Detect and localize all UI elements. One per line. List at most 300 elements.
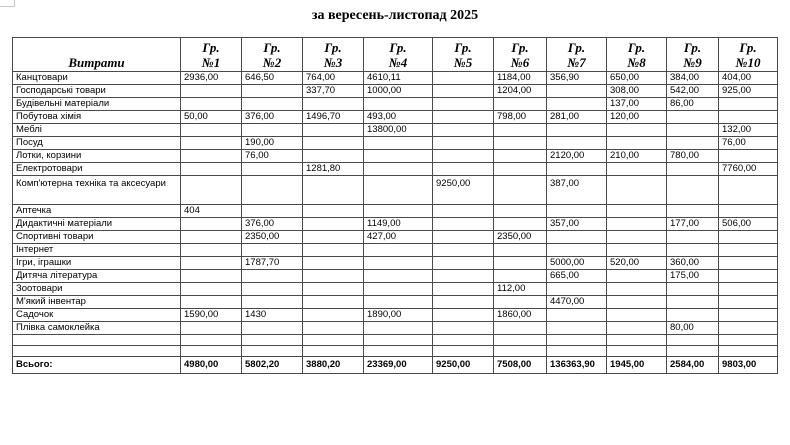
amount-cell: [494, 346, 547, 357]
group-column-header: [303, 38, 364, 72]
expense-category-cell: Господарські товари: [13, 85, 181, 98]
amount-cell: [181, 231, 242, 244]
group-header-number: №3: [323, 55, 343, 70]
amount-cell: [547, 244, 607, 257]
total-amount-cell: 7508,00: [494, 357, 547, 374]
amount-cell: [667, 335, 719, 346]
amount-cell: 13800,00: [364, 124, 433, 137]
amount-cell: [433, 72, 494, 85]
amount-cell: [242, 322, 303, 335]
expense-category-cell: Дитяча література: [13, 270, 181, 283]
total-amount-cell: 1945,00: [607, 357, 667, 374]
amount-cell: [181, 98, 242, 111]
amount-cell: [607, 231, 667, 244]
expense-category-cell: Комп'ютерна техніка та аксесуари: [13, 176, 181, 205]
amount-cell: [494, 124, 547, 137]
group-column-header: [494, 38, 547, 72]
amount-cell: [667, 205, 719, 218]
amount-cell: [364, 150, 433, 163]
amount-cell: 210,00: [607, 150, 667, 163]
table-row: [13, 150, 778, 163]
amount-cell: [494, 137, 547, 150]
amount-cell: [547, 309, 607, 322]
amount-cell: [719, 257, 778, 270]
amount-cell: [667, 137, 719, 150]
amount-cell: [181, 218, 242, 231]
amount-cell: 1204,00: [494, 85, 547, 98]
amount-cell: [547, 163, 607, 176]
amount-cell: [433, 137, 494, 150]
amount-cell: [667, 296, 719, 309]
expense-category-cell: М'який інвентар: [13, 296, 181, 309]
amount-cell: [242, 205, 303, 218]
table-row: [13, 270, 778, 283]
amount-cell: [242, 85, 303, 98]
group-header-number: №9: [683, 55, 702, 70]
amount-cell: [242, 283, 303, 296]
amount-cell: [364, 244, 433, 257]
amount-cell: [667, 163, 719, 176]
amount-cell: [181, 176, 242, 205]
amount-cell: 175,00: [667, 270, 719, 283]
amount-cell: [607, 322, 667, 335]
amount-cell: 646,50: [242, 72, 303, 85]
total-amount-cell: 23369,00: [364, 357, 433, 374]
amount-cell: [433, 309, 494, 322]
amount-cell: [667, 231, 719, 244]
amount-cell: [303, 309, 364, 322]
total-amount-cell: 4980,00: [181, 357, 242, 374]
group-header-label: Гр.: [739, 40, 757, 55]
amount-cell: 137,00: [607, 98, 667, 111]
amount-cell: [719, 111, 778, 124]
group-header-number: №2: [262, 55, 282, 70]
amount-cell: 387,00: [547, 176, 607, 205]
amount-cell: [719, 150, 778, 163]
table-row: [13, 72, 778, 85]
expense-category-cell: Спортивні товари: [13, 231, 181, 244]
amount-cell: [364, 335, 433, 346]
expenses-table: [12, 37, 778, 374]
amount-cell: [364, 205, 433, 218]
amount-cell: [303, 346, 364, 357]
amount-cell: [364, 296, 433, 309]
group-column-header: [547, 38, 607, 72]
table-row: [13, 231, 778, 244]
amount-cell: [364, 163, 433, 176]
amount-cell: 650,00: [607, 72, 667, 85]
amount-cell: 925,00: [719, 85, 778, 98]
amount-cell: [303, 231, 364, 244]
expense-category-cell: Меблі: [13, 124, 181, 137]
amount-cell: 7760,00: [719, 163, 778, 176]
amount-cell: [181, 137, 242, 150]
total-amount-cell: 5802,20: [242, 357, 303, 374]
table-row: [13, 85, 778, 98]
amount-cell: [181, 283, 242, 296]
amount-cell: [494, 257, 547, 270]
amount-cell: [667, 309, 719, 322]
amount-cell: 1149,00: [364, 218, 433, 231]
amount-cell: [242, 296, 303, 309]
amount-cell: [719, 205, 778, 218]
amount-cell: [303, 205, 364, 218]
group-header-label: Гр.: [567, 40, 586, 55]
amount-cell: 404: [181, 205, 242, 218]
amount-cell: [181, 335, 242, 346]
group-header-label: Гр.: [683, 40, 702, 55]
table-row: [13, 244, 778, 257]
amount-cell: [303, 270, 364, 283]
group-header-number: №8: [627, 55, 646, 70]
amount-cell: 4470,00: [547, 296, 607, 309]
amount-cell: [494, 150, 547, 163]
amount-cell: [303, 335, 364, 346]
amount-cell: [607, 270, 667, 283]
expense-category-cell: Побутова хімія: [13, 111, 181, 124]
category-column-header: Витрати: [13, 38, 181, 72]
amount-cell: [242, 244, 303, 257]
amount-cell: 2936,00: [181, 72, 242, 85]
group-header-number: №1: [201, 55, 221, 70]
amount-cell: 493,00: [364, 111, 433, 124]
amount-cell: [607, 137, 667, 150]
expense-category-cell: Будівельні матеріали: [13, 98, 181, 111]
amount-cell: 177,00: [667, 218, 719, 231]
group-header-number: №10: [735, 55, 761, 70]
group-column-header: [433, 38, 494, 72]
amount-cell: [719, 309, 778, 322]
amount-cell: [433, 85, 494, 98]
amount-cell: [547, 335, 607, 346]
amount-cell: 1496,70: [303, 111, 364, 124]
amount-cell: [547, 346, 607, 357]
table-row: [13, 309, 778, 322]
group-header-label: Гр.: [511, 40, 529, 55]
amount-cell: [242, 270, 303, 283]
group-column-header: [364, 38, 433, 72]
amount-cell: [494, 218, 547, 231]
amount-cell: [242, 176, 303, 205]
amount-cell: [719, 270, 778, 283]
group-header-label: Гр.: [627, 40, 646, 55]
group-column-header: [181, 38, 242, 72]
amount-cell: 357,00: [547, 218, 607, 231]
amount-cell: 50,00: [181, 111, 242, 124]
amount-cell: [303, 296, 364, 309]
expense-category-cell: [13, 335, 181, 346]
group-header-label: Гр.: [202, 40, 220, 55]
expense-category-cell: Канцтовари: [13, 72, 181, 85]
amount-cell: [433, 124, 494, 137]
amount-cell: [607, 309, 667, 322]
amount-cell: 132,00: [719, 124, 778, 137]
amount-cell: 9250,00: [433, 176, 494, 205]
table-row: [13, 124, 778, 137]
amount-cell: 1000,00: [364, 85, 433, 98]
table-row: [13, 296, 778, 309]
amount-cell: [303, 257, 364, 270]
amount-cell: [494, 98, 547, 111]
group-header-number: №4: [388, 55, 408, 70]
amount-cell: [303, 137, 364, 150]
amount-cell: [719, 322, 778, 335]
expense-category-cell: Лотки, корзини: [13, 150, 181, 163]
amount-cell: [607, 346, 667, 357]
amount-cell: [364, 98, 433, 111]
amount-cell: 1184,00: [494, 72, 547, 85]
amount-cell: 1860,00: [494, 309, 547, 322]
amount-cell: [494, 244, 547, 257]
amount-cell: [433, 296, 494, 309]
amount-cell: 80,00: [667, 322, 719, 335]
amount-cell: [433, 98, 494, 111]
amount-cell: [607, 163, 667, 176]
amount-cell: 4610,11: [364, 72, 433, 85]
amount-cell: 1890,00: [364, 309, 433, 322]
amount-cell: [494, 270, 547, 283]
table-row: [13, 346, 778, 357]
amount-cell: 520,00: [607, 257, 667, 270]
amount-cell: [364, 283, 433, 296]
amount-cell: [607, 244, 667, 257]
group-header-label: Гр.: [454, 40, 472, 55]
amount-cell: [667, 111, 719, 124]
amount-cell: 356,90: [547, 72, 607, 85]
table-row: [13, 335, 778, 346]
amount-cell: [607, 296, 667, 309]
group-header-label: Гр.: [389, 40, 407, 55]
group-header-label: Гр.: [324, 40, 342, 55]
amount-cell: [667, 244, 719, 257]
table-row: [13, 322, 778, 335]
total-amount-cell: 3880,20: [303, 357, 364, 374]
amount-cell: [364, 137, 433, 150]
amount-cell: [433, 283, 494, 296]
amount-cell: [607, 218, 667, 231]
table-body: [13, 72, 778, 374]
amount-cell: [242, 346, 303, 357]
total-label: Всього:: [13, 357, 181, 374]
amount-cell: [547, 205, 607, 218]
group-header-number: №6: [510, 55, 530, 70]
amount-cell: [303, 124, 364, 137]
table-row: [13, 218, 778, 231]
amount-cell: [433, 346, 494, 357]
amount-cell: [667, 124, 719, 137]
amount-cell: 281,00: [547, 111, 607, 124]
expense-category-cell: Садочок: [13, 309, 181, 322]
amount-cell: 2350,00: [242, 231, 303, 244]
amount-cell: [303, 176, 364, 205]
amount-cell: 2120,00: [547, 150, 607, 163]
expense-category-cell: Посуд: [13, 137, 181, 150]
amount-cell: 337,70: [303, 85, 364, 98]
amount-cell: 798,00: [494, 111, 547, 124]
total-amount-cell: 9803,00: [719, 357, 778, 374]
amount-cell: 506,00: [719, 218, 778, 231]
expense-category-cell: Електротовари: [13, 163, 181, 176]
amount-cell: 76,00: [719, 137, 778, 150]
amount-cell: [494, 176, 547, 205]
amount-cell: [303, 218, 364, 231]
amount-cell: [433, 150, 494, 163]
amount-cell: 1590,00: [181, 309, 242, 322]
amount-cell: [494, 335, 547, 346]
amount-cell: [667, 283, 719, 296]
amount-cell: [181, 322, 242, 335]
amount-cell: [719, 283, 778, 296]
amount-cell: [242, 98, 303, 111]
expense-category-cell: Плівка самоклейка: [13, 322, 181, 335]
amount-cell: [303, 283, 364, 296]
amount-cell: [242, 335, 303, 346]
amount-cell: [181, 150, 242, 163]
group-header-label: Гр.: [263, 40, 281, 55]
group-header-number: №7: [567, 55, 586, 70]
amount-cell: [719, 244, 778, 257]
amount-cell: 376,00: [242, 111, 303, 124]
amount-cell: [719, 231, 778, 244]
amount-cell: [181, 270, 242, 283]
total-row: [13, 357, 778, 374]
amount-cell: [719, 335, 778, 346]
table-row: [13, 176, 778, 205]
amount-cell: 665,00: [547, 270, 607, 283]
amount-cell: [719, 98, 778, 111]
table-row: [13, 111, 778, 124]
amount-cell: [364, 346, 433, 357]
amount-cell: [433, 244, 494, 257]
amount-cell: [719, 346, 778, 357]
table-row: [13, 98, 778, 111]
amount-cell: [547, 85, 607, 98]
amount-cell: [607, 283, 667, 296]
table-header-row: [13, 38, 778, 72]
page-corner-mark: [0, 0, 15, 7]
amount-cell: [433, 257, 494, 270]
report-title: за вересень-листопад 2025: [311, 8, 479, 23]
amount-cell: [433, 335, 494, 346]
amount-cell: 427,00: [364, 231, 433, 244]
group-header-number: №5: [453, 55, 473, 70]
amount-cell: [181, 244, 242, 257]
table-row: [13, 163, 778, 176]
amount-cell: [607, 124, 667, 137]
amount-cell: [364, 322, 433, 335]
group-column-header: [607, 38, 667, 72]
table-row: [13, 257, 778, 270]
amount-cell: [181, 346, 242, 357]
amount-cell: [607, 205, 667, 218]
amount-cell: 86,00: [667, 98, 719, 111]
expense-category-cell: Дидактичні матеріали: [13, 218, 181, 231]
amount-cell: [303, 150, 364, 163]
group-column-header: [667, 38, 719, 72]
amount-cell: [719, 296, 778, 309]
amount-cell: 5000,00: [547, 257, 607, 270]
amount-cell: [433, 270, 494, 283]
table-row: [13, 205, 778, 218]
amount-cell: [433, 163, 494, 176]
table-row: [13, 283, 778, 296]
amount-cell: 190,00: [242, 137, 303, 150]
amount-cell: [242, 163, 303, 176]
amount-cell: [303, 244, 364, 257]
amount-cell: [719, 176, 778, 205]
amount-cell: [547, 322, 607, 335]
amount-cell: [303, 98, 364, 111]
amount-cell: [433, 218, 494, 231]
total-amount-cell: 2584,00: [667, 357, 719, 374]
amount-cell: 76,00: [242, 150, 303, 163]
amount-cell: 1281,80: [303, 163, 364, 176]
expense-category-cell: [13, 346, 181, 357]
amount-cell: [181, 163, 242, 176]
amount-cell: 542,00: [667, 85, 719, 98]
expense-category-cell: Зоотовари: [13, 283, 181, 296]
amount-cell: [547, 231, 607, 244]
total-amount-cell: 9250,00: [433, 357, 494, 374]
amount-cell: 120,00: [607, 111, 667, 124]
amount-cell: [303, 322, 364, 335]
amount-cell: [181, 257, 242, 270]
amount-cell: [364, 270, 433, 283]
amount-cell: [433, 111, 494, 124]
amount-cell: [667, 346, 719, 357]
amount-cell: [547, 137, 607, 150]
amount-cell: [494, 296, 547, 309]
amount-cell: 780,00: [667, 150, 719, 163]
amount-cell: [494, 205, 547, 218]
amount-cell: 764,00: [303, 72, 364, 85]
amount-cell: 360,00: [667, 257, 719, 270]
amount-cell: 376,00: [242, 218, 303, 231]
amount-cell: [242, 124, 303, 137]
amount-cell: [364, 257, 433, 270]
amount-cell: 112,00: [494, 283, 547, 296]
amount-cell: [364, 176, 433, 205]
amount-cell: [433, 231, 494, 244]
amount-cell: [547, 98, 607, 111]
amount-cell: [547, 124, 607, 137]
amount-cell: [494, 163, 547, 176]
group-column-header: [719, 38, 778, 72]
amount-cell: [433, 205, 494, 218]
expense-category-cell: Ігри, іграшки: [13, 257, 181, 270]
amount-cell: [181, 296, 242, 309]
group-column-header: [242, 38, 303, 72]
amount-cell: [607, 176, 667, 205]
expense-category-cell: Аптечка: [13, 205, 181, 218]
amount-cell: [181, 124, 242, 137]
amount-cell: [494, 322, 547, 335]
amount-cell: 308,00: [607, 85, 667, 98]
amount-cell: 1430: [242, 309, 303, 322]
amount-cell: [667, 176, 719, 205]
amount-cell: [433, 322, 494, 335]
amount-cell: [547, 283, 607, 296]
expense-category-cell: Інтернет: [13, 244, 181, 257]
amount-cell: 2350,00: [494, 231, 547, 244]
amount-cell: [607, 335, 667, 346]
amount-cell: 1787,70: [242, 257, 303, 270]
total-amount-cell: 136363,90: [547, 357, 607, 374]
amount-cell: [181, 85, 242, 98]
table-row: [13, 137, 778, 150]
amount-cell: 404,00: [719, 72, 778, 85]
amount-cell: 384,00: [667, 72, 719, 85]
